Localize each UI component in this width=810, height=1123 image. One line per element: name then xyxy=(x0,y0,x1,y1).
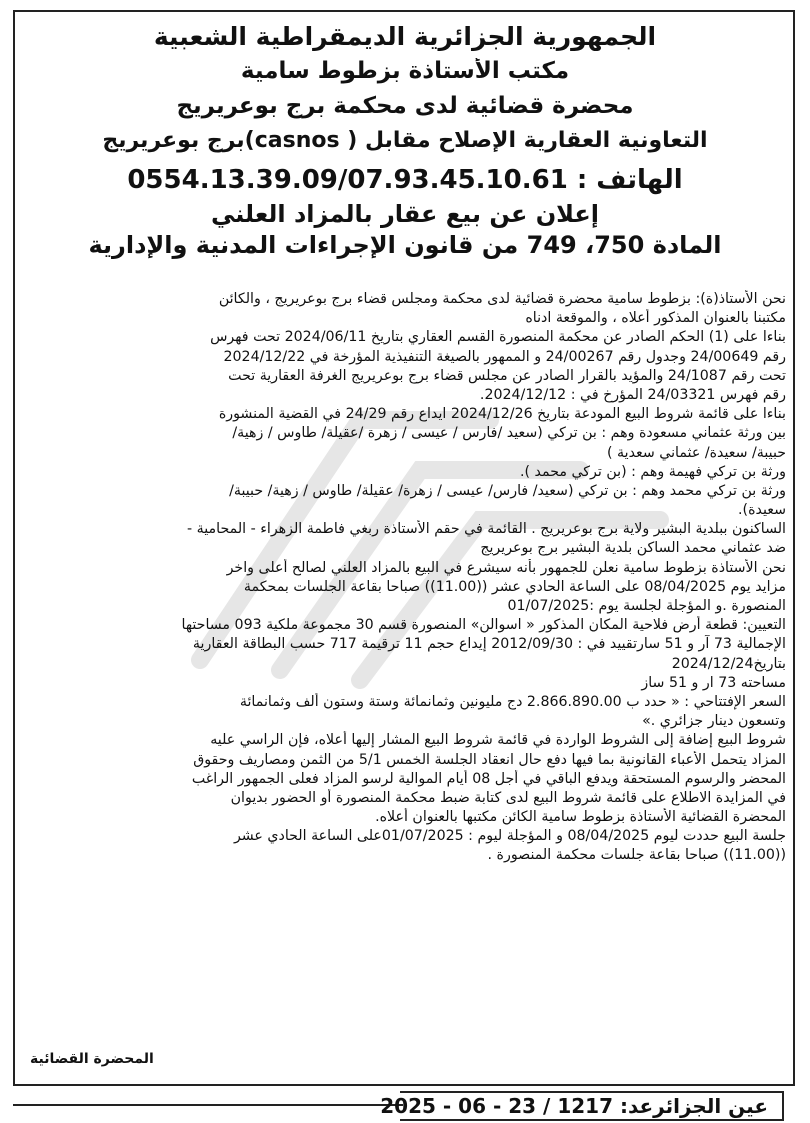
office-name: مكتب الأستاذة بزطوط سامية xyxy=(240,58,570,84)
body-line: مزايد يوم 08/04/2025 على الساعة الحادي عشر ((11.00)) صباحا بقاعة الجلسات بمحكمة xyxy=(243,578,786,595)
body-line: مكتبنا بالعنوان المذكور أعلاه ، والموقعة ادناه xyxy=(525,310,786,327)
body-line: ((11.00)) صباحا بقاعة جلسات محكمة المنصورة . xyxy=(487,847,786,864)
body-line: السعر الإفتتاحي : « حدد ب 2.866.890.00 دج مليونين وثمانمائة وستة وستون ألف وثمانمائة xyxy=(239,693,786,710)
body-line: وتسعون دينار جزائري .» xyxy=(642,713,786,730)
body-line: في المزايدة الاطلاع على قائمة شروط البيع لدى كتابة ضبط محكمة المنصورة أو الحضور بديوان xyxy=(230,789,786,806)
body-line: ورثة بن تركي محمد وهم : بن تركي (سعيد/ فارس/ عيسى / زهرة/ عقيلة/ طاوس / زهية/ حبيبة/ xyxy=(229,482,786,499)
announcement-body xyxy=(30,290,786,866)
body-line: المزاد يتحمل الأعباء القانونية بما فيها دفع حال انعقاد الجلسة الخمس 5/1 من الثمن ومصاريف وحقوق xyxy=(193,751,786,768)
body-line: ورثة بن تركي فهيمة وهم : (بن تركي محمد ). xyxy=(519,463,786,480)
body-line: بتاريخ2024/12/24 xyxy=(671,655,786,672)
body-line: جلسة البيع حددت ليوم 08/04/2025 و المؤجلة ليوم : 01/07/2025على الساعة الحادي عشر xyxy=(233,828,786,845)
body-line: المحضرة القضائية الأستاذة بزطوط سامية الكائن مكتبها بالعنوان أعلاه. xyxy=(375,809,786,826)
bailiff-court: محضرة قضائية لدى محكمة برج بوعريريج xyxy=(176,93,634,119)
body-line: نحن الأستاذة بزطوط سامية نعلن للجمهور بأنه سيشرع في البيع بالمزاد العلني لصالح أعلى واخر xyxy=(226,559,786,576)
body-line: التعيين: قطعة أرض فلاحية المكان المذكور « اسوالن» المنصورة قسم 30 مجموعة ملكية 093 مساحتها xyxy=(181,617,786,634)
body-line: الإجمالية 73 آر و 51 سارتقييد في : 2012/09/30 إيداع حجم 11 ترقيمة 717 حسب البطاقة العقارية xyxy=(192,636,786,653)
body-line: بين ورثة عثماني مسعودة وهم : بن تركي (سعيد /فارس / عيسى / زهرة /عقيلة/ طاوس / زهية/ xyxy=(232,425,786,442)
signature-label: المحضرة القضائية xyxy=(30,1051,154,1067)
body-line: رقم فهرس 24/03321 المؤرخ في : 2024/12/12. xyxy=(479,386,786,403)
body-line: المحضر والرسوم المستحقة ويدفع الباقي في أجل 08 أيام الموالية لرسو المزاد فعلى الجمهور الراغب xyxy=(191,770,786,787)
body-line: بناءا على (1) الحكم الصادر عن محكمة المنصورة القسم العقاري بتاريخ 2024/06/11 تحت فهرس xyxy=(210,329,786,346)
body-line: مساحته 73 ار و 51 ساز xyxy=(641,674,786,691)
body-line: تحت رقم 24/1087 والمؤيد بالقرار الصادر عن مجلس قضاء برج بوعريريج الغرفة العقارية تحت xyxy=(228,367,786,384)
body-line: حبيبة/ سعيدة/ عثماني سعدية ) xyxy=(606,444,786,461)
body-line: ضد عثماني محمد الساكن بلدية البشير برج بوعريريج xyxy=(480,540,786,557)
body-line: الساكنون ببلدية البشير ولاية برج بوعريريج . القائمة في حقم الأستاذة ربغي فاطمة الزهراء - المحامية - xyxy=(187,521,786,538)
legal-article: المادة 750، 749 من قانون الإجراءات المدنية والإدارية xyxy=(88,231,722,259)
body-line: نحن الأستاذ(ة): بزطوط سامية محضرة قضائية لدى محكمة ومجلس قضاء برج بوعريريج ، والكائن xyxy=(218,291,786,307)
body-line: بناءا على قائمة شروط البيع المودعة بتاريخ 2024/12/26 ايداع رقم 24/29 في القضية المنشورة xyxy=(218,406,786,423)
body-line: المنصورة .و المؤجلة لجلسة يوم :01/07/2025 xyxy=(507,598,786,614)
phone-numbers: الهاتف : 0554.13.39.09/07.93.45.10.61 xyxy=(127,165,683,195)
body-line: سعيدة). xyxy=(738,502,786,519)
office-address: التعاونية العقارية الإصلاح مقابل ( casnos)برج بوعريريج xyxy=(102,128,708,153)
body-line: رقم 24/00649 وجدول رقم 24/00267 و الممهور بالصيغة التنفيذية المؤرخة في 2024/12/22 xyxy=(223,348,786,365)
publication-reference: عين الجزائرعد: 1217 / 23 - 06 - 2025 xyxy=(400,1091,784,1121)
republic-title: الجمهورية الجزائرية الديمقراطية الشعبية xyxy=(153,22,657,51)
body-line: شروط البيع إضافة إلى الشروط الواردة في قائمة شروط البيع المشار إليها أعلاه، فإن الراسي عليه xyxy=(210,732,786,749)
footer-divider xyxy=(13,1104,403,1106)
announcement-title: إعلان عن بيع عقار بالمزاد العلني xyxy=(210,200,600,228)
